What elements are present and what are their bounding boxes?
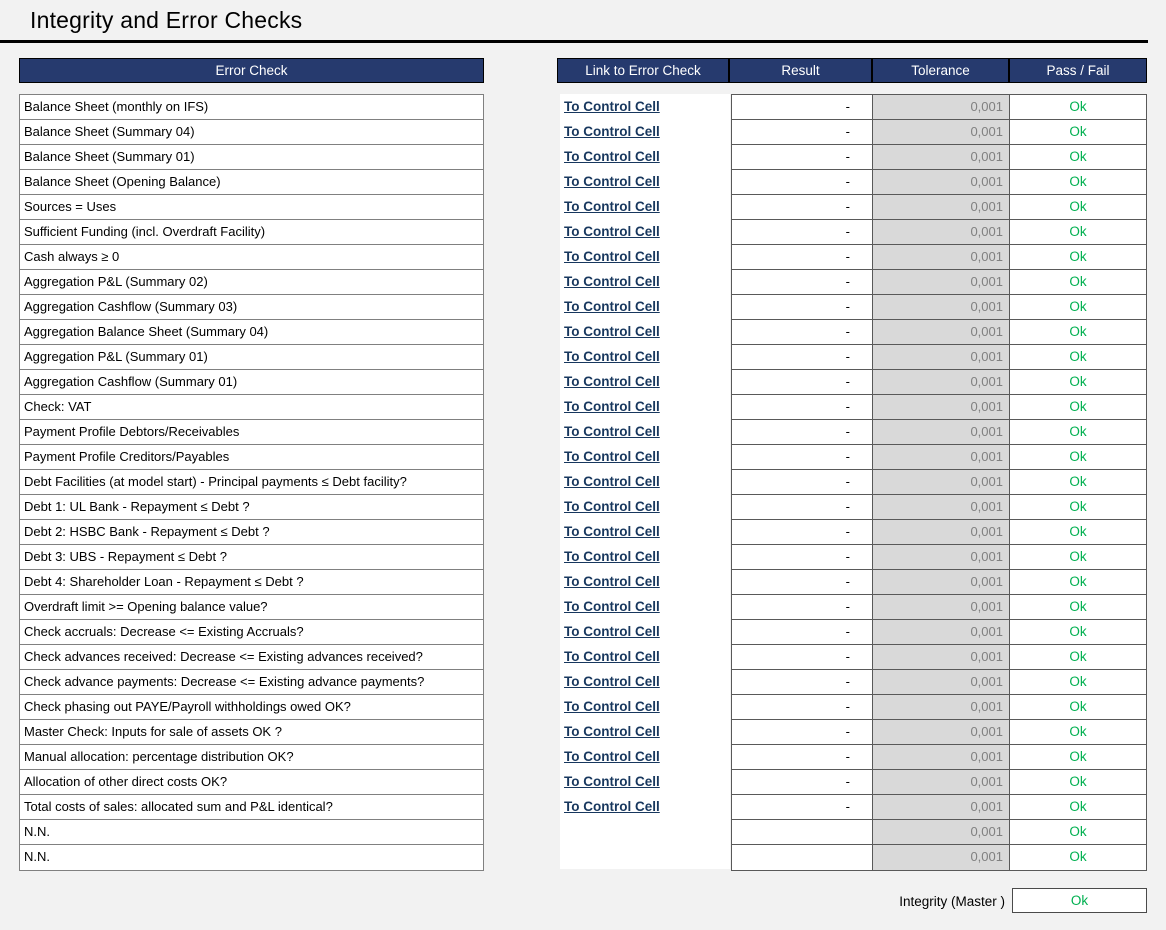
pass-fail-cell: Ok (1069, 224, 1087, 239)
result-cell: - (732, 645, 873, 669)
check-name-cell: Debt 4: Shareholder Loan - Repayment ≤ Debt ? (20, 570, 483, 595)
result-row (732, 470, 1146, 495)
check-name-cell: Balance Sheet (Summary 04) (20, 120, 483, 145)
tolerance-cell: 0,001 (873, 570, 1010, 594)
result-cell: - (732, 795, 873, 819)
link-row (560, 469, 730, 494)
to-control-cell-link[interactable]: To Control Cell (564, 299, 660, 314)
link-row (560, 169, 730, 194)
result-row (732, 120, 1146, 145)
tolerance-cell: 0,001 (873, 545, 1010, 569)
to-control-cell-link[interactable]: To Control Cell (564, 324, 660, 339)
result-row (732, 345, 1146, 370)
check-name-cell: Master Check: Inputs for sale of assets OK ? (20, 720, 483, 745)
tolerance-cell: 0,001 (873, 345, 1010, 369)
check-name-cell: Cash always ≥ 0 (20, 245, 483, 270)
header-result: Result (730, 59, 873, 82)
result-row (732, 520, 1146, 545)
link-row (560, 119, 730, 144)
result-cell: - (732, 595, 873, 619)
link-row (560, 144, 730, 169)
tolerance-cell: 0,001 (873, 645, 1010, 669)
link-row (560, 444, 730, 469)
to-control-cell-link[interactable]: To Control Cell (564, 374, 660, 389)
pass-fail-cell: Ok (1069, 299, 1087, 314)
result-cell: - (732, 520, 873, 544)
tolerance-cell: 0,001 (873, 670, 1010, 694)
link-row (560, 369, 730, 394)
result-row (732, 620, 1146, 645)
integrity-master-status: Ok (1012, 888, 1147, 913)
pass-fail-cell: Ok (1069, 374, 1087, 389)
result-row (732, 845, 1146, 870)
result-row (732, 595, 1146, 620)
to-control-cell-link[interactable]: To Control Cell (564, 574, 660, 589)
result-cell: - (732, 320, 873, 344)
link-row (560, 319, 730, 344)
link-row (560, 644, 730, 669)
pass-fail-cell: Ok (1069, 724, 1087, 739)
result-row (732, 295, 1146, 320)
to-control-cell-link[interactable]: To Control Cell (564, 274, 660, 289)
link-column (560, 94, 730, 869)
check-name-cell: Check phasing out PAYE/Payroll withholdings owed OK? (20, 695, 483, 720)
result-cell: - (732, 370, 873, 394)
link-row (560, 394, 730, 419)
to-control-cell-link[interactable]: To Control Cell (564, 174, 660, 189)
check-name-cell: Overdraft limit >= Opening balance value? (20, 595, 483, 620)
tolerance-cell: 0,001 (873, 320, 1010, 344)
result-row (732, 720, 1146, 745)
check-name-cell: Aggregation Cashflow (Summary 03) (20, 295, 483, 320)
to-control-cell-link[interactable]: To Control Cell (564, 474, 660, 489)
tolerance-cell: 0,001 (873, 695, 1010, 719)
check-name-cell: Debt 1: UL Bank - Repayment ≤ Debt ? (20, 495, 483, 520)
result-cell: - (732, 195, 873, 219)
to-control-cell-link[interactable]: To Control Cell (564, 449, 660, 464)
results-header-bar (557, 58, 1147, 83)
pass-fail-cell: Ok (1069, 99, 1087, 114)
check-name-cell: Sources = Uses (20, 195, 483, 220)
to-control-cell-link[interactable]: To Control Cell (564, 774, 660, 789)
result-row (732, 545, 1146, 570)
tolerance-cell: 0,001 (873, 845, 1010, 870)
check-name-cell: N.N. (20, 820, 483, 845)
pass-fail-cell: Ok (1069, 649, 1087, 664)
link-row (560, 269, 730, 294)
check-name-cell: Balance Sheet (Opening Balance) (20, 170, 483, 195)
tolerance-cell: 0,001 (873, 145, 1010, 169)
check-name-cell: Debt Facilities (at model start) - Principal payments ≤ Debt facility? (20, 470, 483, 495)
pass-fail-cell: Ok (1069, 199, 1087, 214)
check-name-cell: Manual allocation: percentage distribution OK? (20, 745, 483, 770)
link-row (560, 219, 730, 244)
tolerance-cell: 0,001 (873, 195, 1010, 219)
pass-fail-cell: Ok (1069, 324, 1087, 339)
pass-fail-cell: Ok (1069, 849, 1087, 864)
result-row (732, 670, 1146, 695)
pass-fail-cell: Ok (1069, 499, 1087, 514)
link-row (560, 769, 730, 794)
pass-fail-cell: Ok (1069, 749, 1087, 764)
tolerance-cell: 0,001 (873, 270, 1010, 294)
link-row (560, 194, 730, 219)
header-tolerance: Tolerance (873, 59, 1010, 82)
to-control-cell-link[interactable]: To Control Cell (564, 549, 660, 564)
result-cell: - (732, 445, 873, 469)
result-cell: - (732, 170, 873, 194)
error-check-list (19, 94, 484, 871)
to-control-cell-link[interactable]: To Control Cell (564, 124, 660, 139)
pass-fail-cell: Ok (1069, 474, 1087, 489)
check-name-cell: Check: VAT (20, 395, 483, 420)
result-cell (732, 845, 873, 870)
check-name-cell: Total costs of sales: allocated sum and P&L identical? (20, 795, 483, 820)
tolerance-cell: 0,001 (873, 395, 1010, 419)
check-name-cell: N.N. (24, 849, 50, 864)
to-control-cell-link[interactable]: To Control Cell (564, 224, 660, 239)
result-cell: - (732, 745, 873, 769)
link-row (560, 619, 730, 644)
result-cell: - (732, 295, 873, 319)
pass-fail-cell: Ok (1069, 599, 1087, 614)
result-cell: - (732, 670, 873, 694)
error-check-header (19, 58, 484, 83)
result-cell (732, 820, 873, 844)
to-control-cell-link[interactable]: To Control Cell (564, 599, 660, 614)
to-control-cell-link[interactable]: To Control Cell (564, 99, 660, 114)
tolerance-cell: 0,001 (873, 470, 1010, 494)
result-row (732, 270, 1146, 295)
link-row (560, 569, 730, 594)
result-row (732, 495, 1146, 520)
result-row (732, 220, 1146, 245)
pass-fail-cell: Ok (1069, 124, 1087, 139)
pass-fail-cell: Ok (1069, 574, 1087, 589)
check-name-cell: Check advance payments: Decrease <= Existing advance payments? (20, 670, 483, 695)
pass-fail-cell: Ok (1069, 674, 1087, 689)
page-title: Integrity and Error Checks (30, 7, 303, 33)
tolerance-cell: 0,001 (873, 820, 1010, 844)
results-grid (731, 94, 1147, 871)
tolerance-cell: 0,001 (873, 770, 1010, 794)
result-row (732, 170, 1146, 195)
tolerance-cell: 0,001 (873, 745, 1010, 769)
tolerance-cell: 0,001 (873, 295, 1010, 319)
tolerance-cell: 0,001 (873, 420, 1010, 444)
check-name-cell: Aggregation P&L (Summary 01) (20, 345, 483, 370)
result-cell: - (732, 720, 873, 744)
to-control-cell-link[interactable]: To Control Cell (564, 649, 660, 664)
result-cell: - (732, 420, 873, 444)
link-row (560, 719, 730, 744)
result-cell: - (732, 245, 873, 269)
tolerance-cell: 0,001 (873, 495, 1010, 519)
result-cell: - (732, 345, 873, 369)
error-check-header-label: Error Check (215, 63, 288, 78)
result-cell: - (732, 545, 873, 569)
to-control-cell-link[interactable]: To Control Cell (564, 249, 660, 264)
tolerance-cell: 0,001 (873, 170, 1010, 194)
to-control-cell-link[interactable]: To Control Cell (564, 749, 660, 764)
result-row (732, 570, 1146, 595)
to-control-cell-link[interactable]: To Control Cell (564, 624, 660, 639)
pass-fail-cell: Ok (1069, 799, 1087, 814)
tolerance-cell: 0,001 (873, 445, 1010, 469)
title-underline (0, 40, 1148, 43)
link-row (560, 544, 730, 569)
to-control-cell-link[interactable]: To Control Cell (564, 674, 660, 689)
result-row (732, 370, 1146, 395)
check-name-cell: Aggregation Balance Sheet (Summary 04) (20, 320, 483, 345)
tolerance-cell: 0,001 (873, 245, 1010, 269)
result-cell: - (732, 470, 873, 494)
check-name-cell: Balance Sheet (monthly on IFS) (20, 95, 483, 120)
result-row (732, 695, 1146, 720)
pass-fail-cell: Ok (1069, 349, 1087, 364)
tolerance-cell: 0,001 (873, 120, 1010, 144)
link-row (560, 94, 730, 119)
tolerance-cell: 0,001 (873, 720, 1010, 744)
result-row (732, 420, 1146, 445)
result-cell: - (732, 220, 873, 244)
result-cell: - (732, 695, 873, 719)
check-name-cell: Payment Profile Debtors/Receivables (20, 420, 483, 445)
result-cell: - (732, 620, 873, 644)
to-control-cell-link[interactable]: To Control Cell (564, 149, 660, 164)
result-row (732, 770, 1146, 795)
result-row (732, 320, 1146, 345)
tolerance-cell: 0,001 (873, 95, 1010, 119)
result-row (732, 245, 1146, 270)
result-row (732, 645, 1146, 670)
check-name-cell: Balance Sheet (Summary 01) (20, 145, 483, 170)
result-cell: - (732, 395, 873, 419)
link-row (560, 744, 730, 769)
check-name-cell: Check accruals: Decrease <= Existing Accruals? (20, 620, 483, 645)
check-name-cell: Debt 3: UBS - Repayment ≤ Debt ? (20, 545, 483, 570)
link-row (560, 344, 730, 369)
to-control-cell-link[interactable]: To Control Cell (564, 699, 660, 714)
pass-fail-cell: Ok (1069, 399, 1087, 414)
to-control-cell-link[interactable]: To Control Cell (564, 424, 660, 439)
result-row (732, 820, 1146, 845)
pass-fail-cell: Ok (1069, 774, 1087, 789)
pass-fail-cell: Ok (1069, 524, 1087, 539)
link-row (560, 694, 730, 719)
pass-fail-cell: Ok (1069, 424, 1087, 439)
result-cell: - (732, 770, 873, 794)
tolerance-cell: 0,001 (873, 795, 1010, 819)
check-name-cell: Aggregation Cashflow (Summary 01) (20, 370, 483, 395)
pass-fail-cell: Ok (1069, 449, 1087, 464)
to-control-cell-link[interactable]: To Control Cell (564, 399, 660, 414)
pass-fail-cell: Ok (1069, 249, 1087, 264)
result-row (732, 445, 1146, 470)
link-row (560, 819, 730, 844)
pass-fail-cell: Ok (1069, 149, 1087, 164)
check-name-cell: Aggregation P&L (Summary 02) (20, 270, 483, 295)
tolerance-cell: 0,001 (873, 520, 1010, 544)
tolerance-cell: 0,001 (873, 620, 1010, 644)
header-pass-fail: Pass / Fail (1046, 63, 1110, 78)
link-row (560, 294, 730, 319)
pass-fail-cell: Ok (1069, 174, 1087, 189)
to-control-cell-link[interactable]: To Control Cell (564, 349, 660, 364)
result-cell: - (732, 570, 873, 594)
link-row (560, 794, 730, 819)
pass-fail-cell: Ok (1069, 274, 1087, 289)
check-name-cell: Debt 2: HSBC Bank - Repayment ≤ Debt ? (20, 520, 483, 545)
result-row (732, 395, 1146, 420)
result-row (732, 745, 1146, 770)
tolerance-cell: 0,001 (873, 220, 1010, 244)
tolerance-cell: 0,001 (873, 370, 1010, 394)
result-cell: - (732, 120, 873, 144)
result-row (732, 95, 1146, 120)
result-cell: - (732, 495, 873, 519)
link-row (560, 844, 730, 869)
pass-fail-cell: Ok (1069, 824, 1087, 839)
to-control-cell-link[interactable]: To Control Cell (564, 799, 660, 814)
to-control-cell-link[interactable]: To Control Cell (564, 199, 660, 214)
pass-fail-cell: Ok (1069, 699, 1087, 714)
check-name-cell: Allocation of other direct costs OK? (20, 770, 483, 795)
result-row (732, 145, 1146, 170)
link-row (560, 519, 730, 544)
link-row (560, 244, 730, 269)
to-control-cell-link[interactable]: To Control Cell (564, 724, 660, 739)
to-control-cell-link[interactable]: To Control Cell (564, 524, 660, 539)
result-cell: - (732, 95, 873, 119)
result-cell: - (732, 145, 873, 169)
header-link-to-error-check: Link to Error Check (558, 59, 730, 82)
check-name-cell: Sufficient Funding (incl. Overdraft Facility) (20, 220, 483, 245)
result-row (732, 195, 1146, 220)
check-name-cell: Payment Profile Creditors/Payables (20, 445, 483, 470)
result-row (732, 795, 1146, 820)
to-control-cell-link[interactable]: To Control Cell (564, 499, 660, 514)
pass-fail-cell: Ok (1069, 549, 1087, 564)
link-row (560, 419, 730, 444)
result-cell: - (732, 270, 873, 294)
link-row (560, 669, 730, 694)
check-name-cell: Check advances received: Decrease <= Existing advances received? (20, 645, 483, 670)
link-row (560, 494, 730, 519)
pass-fail-cell: Ok (1069, 624, 1087, 639)
link-row (560, 594, 730, 619)
tolerance-cell: 0,001 (873, 595, 1010, 619)
integrity-master-label: Integrity (Master ) (899, 894, 1005, 909)
